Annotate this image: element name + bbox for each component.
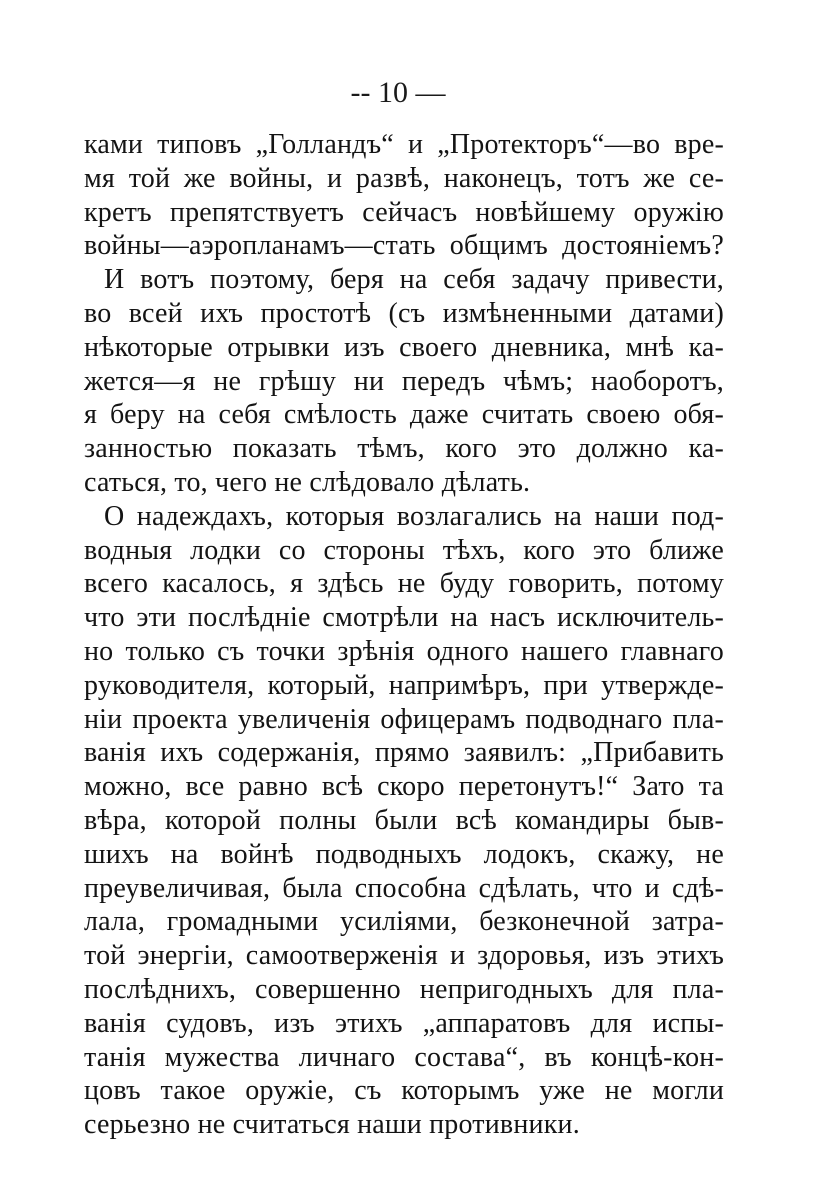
text-line: преувеличивая, была способна сдѣлать, что и сдѣ-	[84, 872, 724, 904]
text-line: ванія судовъ, изъ этихъ „аппаратовъ для испы-	[84, 1007, 724, 1039]
text-line: что эти послѣдніе смотрѣли на насъ исключитель-	[84, 602, 724, 634]
text-line: жется—я не грѣшу ни передъ чѣмъ; наоборотъ,	[84, 365, 724, 397]
text-line: серьезно не считаться наши противники.	[84, 1109, 580, 1141]
text-line: нѣкоторые отрывки изъ своего дневника, мнѣ ка-	[84, 331, 724, 363]
text-line: О надеждахъ, которыя возлагались на наши под-	[104, 500, 724, 532]
text-line: водныя лодки со стороны тѣхъ, кого это ближе	[84, 534, 724, 566]
text-line: войны—аэропланамъ—стать общимъ достояніемъ?	[84, 230, 724, 262]
text-line: лала, громадными усиліями, безконечной затра-	[84, 906, 724, 938]
text-line: вѣра, которой полны были всѣ командиры быв-	[84, 804, 724, 836]
page-number: -- 10 —	[350, 76, 446, 109]
text-line: занностью показать тѣмъ, кого это должно ка-	[84, 433, 724, 465]
text-line: саться, то, чего не слѣдовало дѣлать.	[84, 466, 531, 498]
text-line: всего касалось, я здѣсь не буду говорить, потому	[84, 568, 724, 600]
text-line: кретъ препятствуетъ сейчасъ новѣйшему оружію	[84, 196, 724, 228]
text-line: цовъ такое оружіе, съ которымъ уже не могли	[84, 1075, 724, 1107]
text-line: шихъ на войнѣ подводныхъ лодокъ, скажу, не	[84, 838, 724, 870]
paragraph-1	[84, 128, 724, 263]
text-line: можно, все равно всѣ скоро перетонутъ!“ Зато та	[84, 771, 724, 803]
text-line: И вотъ поэтому, беря на себя задачу привести,	[104, 264, 724, 296]
text-line: ніи проекта увеличенія офицерамъ подводнаго пла-	[84, 703, 724, 735]
body-text	[84, 128, 724, 1142]
text-line: мя той же войны, и развѣ, наконецъ, тотъ же се-	[84, 162, 724, 194]
text-line: я беру на себя смѣлость даже считать своею обя-	[84, 399, 724, 431]
text-line: руководителя, который, напримѣръ, при утвержде-	[84, 669, 724, 701]
text-line: но только съ точки зрѣнія одного нашего главнаго	[84, 635, 724, 667]
paragraph-2	[84, 263, 724, 500]
text-line: ванія ихъ содержанія, прямо заявилъ: „Прибавить	[84, 737, 724, 769]
text-line: послѣднихъ, совершенно непригодныхъ для пла-	[84, 973, 724, 1005]
text-line: ками типовъ „Голландъ“ и „Протекторъ“—во вре-	[84, 129, 724, 160]
text-line: той энергіи, самоотверженія и здоровья, изъ этихъ	[84, 940, 724, 972]
paragraph-3	[84, 500, 724, 1142]
text-line: во всей ихъ простотѣ (съ измѣненными датами)	[84, 297, 724, 329]
text-line: танія мужества личнаго состава“, въ концѣ-кон-	[84, 1041, 724, 1073]
